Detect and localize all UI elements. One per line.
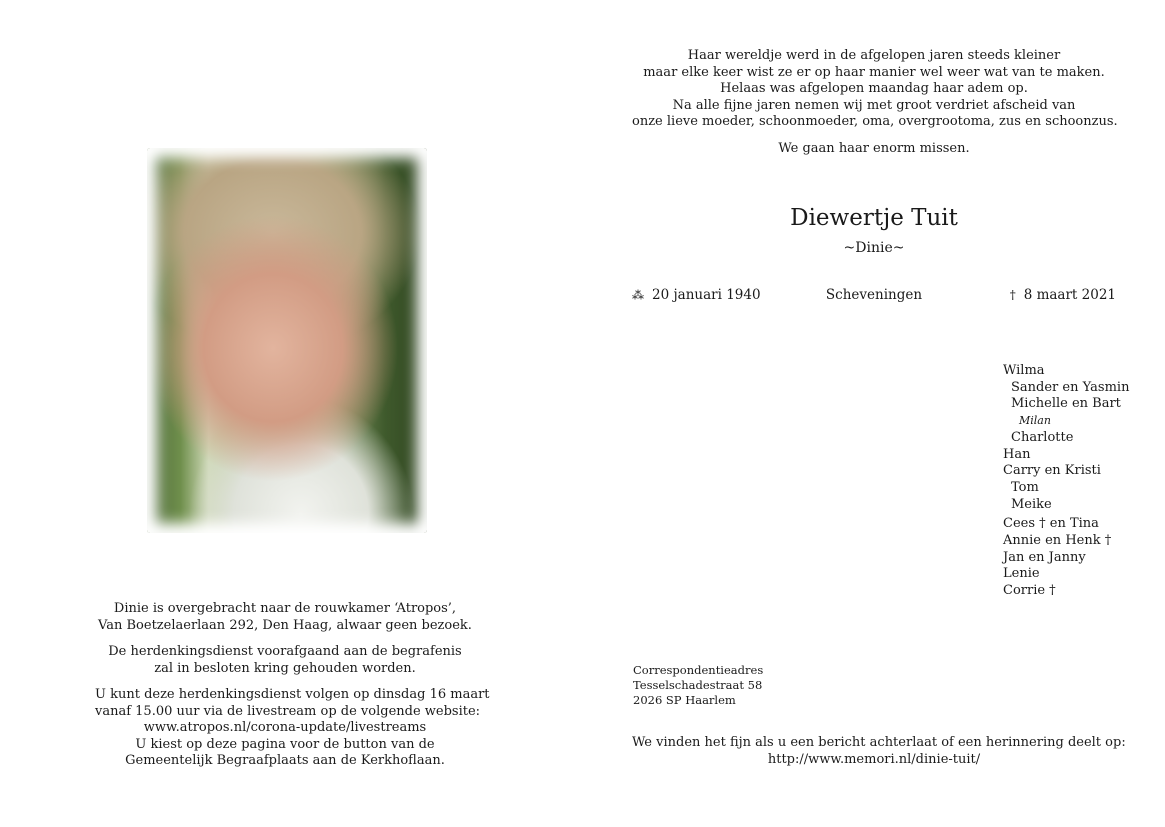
memori-note — [632, 735, 1126, 768]
intro-line: Haar wereldje werd in de afgelopen jaren steeds kleiner — [687, 48, 1061, 63]
life-dates — [632, 287, 1116, 307]
family-member: Corrie † — [1003, 583, 1056, 599]
memori-text: We vinden het fijn als u een bericht achterlaat of een herinnering deelt op: — [632, 735, 1126, 750]
intro-line: Na alle fijne jaren nemen wij met groot verdriet afscheid van — [672, 97, 1076, 113]
info-line: zal in besloten kring gehouden worden. — [154, 660, 416, 676]
family-list — [1003, 363, 1129, 600]
intro-line: Helaas was afgelopen maandag haar adem op. — [720, 81, 1028, 97]
portrait-photo — [147, 148, 427, 533]
family-group-siblings — [1003, 516, 1129, 600]
address-city: 2026 SP Haarlem — [633, 693, 736, 707]
family-member: Annie en Henk † — [1003, 533, 1112, 549]
intro-closing: We gaan haar enorm missen. — [778, 140, 970, 156]
livestream-link[interactable]: www.atropos.nl/corona-update/livestreams — [143, 720, 427, 735]
family-member: Milan — [1019, 414, 1051, 428]
memori-link[interactable]: http://www.memori.nl/dinie-tuit/ — [767, 751, 981, 767]
funeral-info — [95, 601, 490, 780]
family-member: Michelle en Bart — [1011, 396, 1121, 412]
family-member: Lenie — [1003, 566, 1040, 582]
death-cross-icon: † — [1009, 288, 1016, 302]
intro-text — [632, 48, 1116, 158]
family-member: Meike — [1011, 496, 1052, 512]
correspondence-address — [633, 663, 763, 708]
family-member: Jan en Janny — [1003, 549, 1086, 565]
family-group-children — [1003, 363, 1129, 513]
address-street: Tesselschadestraat 58 — [633, 678, 763, 692]
family-member: Wilma — [1003, 363, 1045, 378]
family-member: Sander en Yasmin — [1011, 379, 1130, 395]
family-member: Han — [1003, 446, 1031, 462]
info-line: Dinie is overgebracht naar de rouwkamer ‘Atropos’, — [113, 601, 457, 616]
death-info — [1010, 287, 1116, 303]
info-line: U kunt deze herdenkingsdienst volgen op dinsdag 16 maart — [95, 687, 490, 702]
info-line: Gemeentelijk Begraafplaats aan de Kerkhoflaan. — [125, 753, 445, 768]
family-member: Charlotte — [1011, 429, 1074, 445]
family-member: Tom — [1011, 479, 1039, 495]
info-paragraph-livestream — [95, 687, 490, 770]
birth-date: 20 januari 1940 — [652, 287, 761, 303]
info-line: Van Boetzelaerlaan 292, Den Haag, alwaar geen bezoek. — [98, 617, 472, 633]
info-paragraph-rouwkamer — [95, 601, 475, 634]
deceased-name: Diewertje Tuit — [790, 205, 958, 231]
address-label: Correspondentieadres — [633, 663, 764, 677]
birth-place: Scheveningen — [825, 287, 923, 303]
family-member: Carry en Kristi — [1003, 463, 1101, 479]
death-date: 8 maart 2021 — [1023, 287, 1116, 303]
info-line: vanaf 15.00 uur via de livestream op de volgende website: — [95, 703, 481, 719]
deceased-nickname: ~Dinie~ — [843, 240, 905, 256]
info-line: De herdenkingsdienst voorafgaand aan de begrafenis — [108, 644, 462, 659]
birth-star-icon: ⁂ — [632, 288, 644, 302]
family-member: Cees † en Tina — [1003, 516, 1099, 532]
info-paragraph-herdenkingsdienst — [95, 644, 475, 677]
info-line: U kiest op deze pagina voor de button van de — [135, 736, 435, 752]
intro-line: onze lieve moeder, schoonmoeder, oma, overgrootoma, zus en schoonzus. — [632, 114, 1118, 130]
intro-line: maar elke keer wist ze er op haar manier wel weer wat van te maken. — [643, 64, 1105, 80]
